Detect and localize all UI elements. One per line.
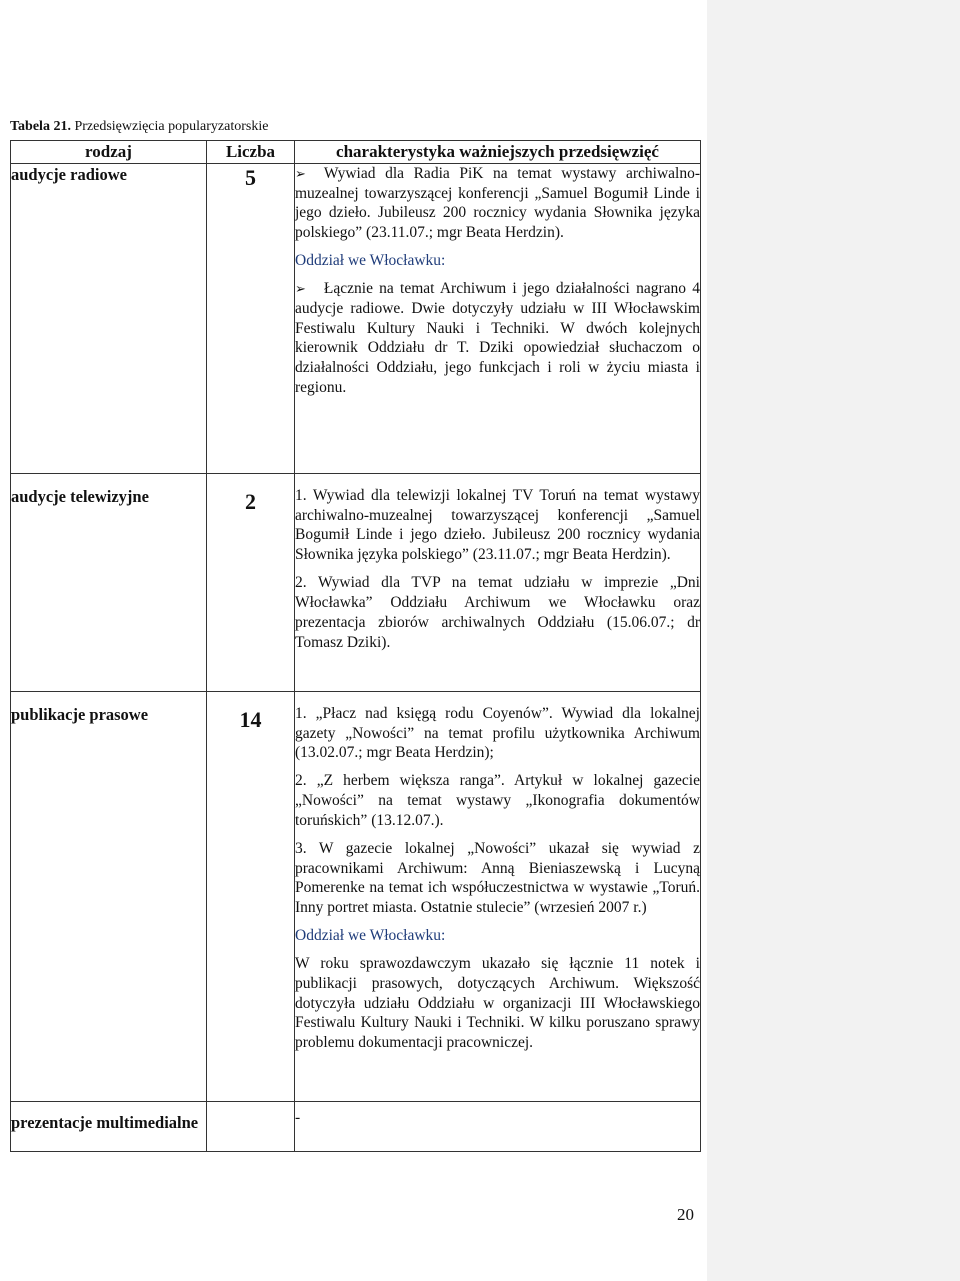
row-description <box>295 473 701 691</box>
row-type: audycje radiowe <box>11 163 207 473</box>
caption-title: Przedsięwzięcia popularyzatorskie <box>74 119 269 134</box>
tv-item-2: 2. Wywiad dla TVP na temat udziału w imprezie „Dni Włocławka” Oddziału Archiwum we Włocławku oraz prezentacja zbiorów archiwalnych Oddziału (15.06.07.; dr Tomasz Dziki). <box>295 574 700 651</box>
table-row-tv <box>11 473 701 691</box>
row-description <box>295 1101 701 1151</box>
row-count: 2 <box>207 473 295 691</box>
page-number: 20 <box>677 1205 694 1224</box>
branch-heading: Oddział we Włocławku: <box>295 252 446 270</box>
row-type: prezentacje multimedialne <box>11 1101 207 1151</box>
row-count: 5 <box>207 163 295 473</box>
branch-heading: Oddział we Włocławku: <box>295 927 446 945</box>
row-type: publikacje prasowe <box>11 691 207 1101</box>
table-row-press <box>11 691 701 1101</box>
table-caption <box>10 119 268 135</box>
press-item-3: 3. W gazecie lokalnej „Nowości” ukazał się wywiad z pracownikami Archiwum: Anną Bieniaszewską i Lucyną Pomerenke na temat ich współuczestnictwa w wystawie „Toruń. Inny portret miasta. Ostatnie stulecie” (wrzesień 2007 r.) <box>295 839 700 917</box>
multimedia-item: - <box>295 1108 301 1126</box>
table-header-row <box>11 141 701 164</box>
caption-prefix: Tabela 21. <box>10 119 71 134</box>
press-item-2: 2. „Z herbem większa ranga”. Artykuł w lokalnej gazecie „Nowości” na temat wystawy „Ikonografia dokumentów toruńskich” (13.12.07.). <box>295 772 700 829</box>
table-row-radio <box>11 163 701 473</box>
events-table <box>10 140 701 1152</box>
table-row-multimedia <box>11 1101 701 1151</box>
header-description: charakterystyka ważniejszych przedsięwzięć <box>295 141 701 164</box>
row-description <box>295 691 701 1101</box>
row-type: audycje telewizyjne <box>11 473 207 691</box>
radio-item-1: ➢ Wywiad dla Radia PiK na temat wystawy archiwalno-muzealnej towarzyszącej konferencji „Samuel Bogumił Linde i jego dzieło. Jubileusz 200 rocznicy wydania Słownika języka polskiego” (23.11.07.; mgr Beata Herdzin). <box>295 164 700 243</box>
tv-item-1: 1. Wywiad dla telewizji lokalnej TV Toruń na temat wystawy archiwalno-muzealnej towarzyszącej konferencji „Samuel Bogumił Linde i jego dzieło. Jubileusz 200 rocznicy wydania Słownika języka polskiego” (23.11.07.; mgr Beata Herdzin). <box>295 486 700 564</box>
radio-item-2: ➢ Łącznie na temat Archiwum i jego działalności nagrano 4 audycje radiowe. Dwie dotyczyły udziału w III Włocławskim Festiwalu Kultury Nauki i Techniki. W dwóch kolejnych kierownik Oddziału dr T. Dziki opowiedział słuchaczom o działalności Oddziału, jego funkcjach i roli w życiu miasta i regionu. <box>295 279 700 398</box>
comment-margin-panel <box>707 0 960 1281</box>
press-item-4: W roku sprawozdawczym ukazało się łącznie 11 notek i publikacji prasowych, dotyczących Archiwum. Większość dotyczyła udziału Oddziału w organizacji III Włocławskiego Festiwalu Kultury Nauki i Techniki. W kilku poruszano sprawy problemu dokumentacji pracowniczej. <box>295 954 700 1052</box>
row-count <box>207 1101 295 1151</box>
row-description <box>295 163 701 473</box>
header-type: rodzaj <box>11 141 207 164</box>
row-count: 14 <box>207 691 295 1101</box>
header-count: Liczba <box>207 141 295 164</box>
press-item-1: 1. „Płacz nad księgą rodu Coyenów”. Wywiad dla lokalnej gazety „Nowości” na temat profilu użytkownika Archiwum (13.02.07.; mgr Beata Herdzin); <box>295 704 700 762</box>
